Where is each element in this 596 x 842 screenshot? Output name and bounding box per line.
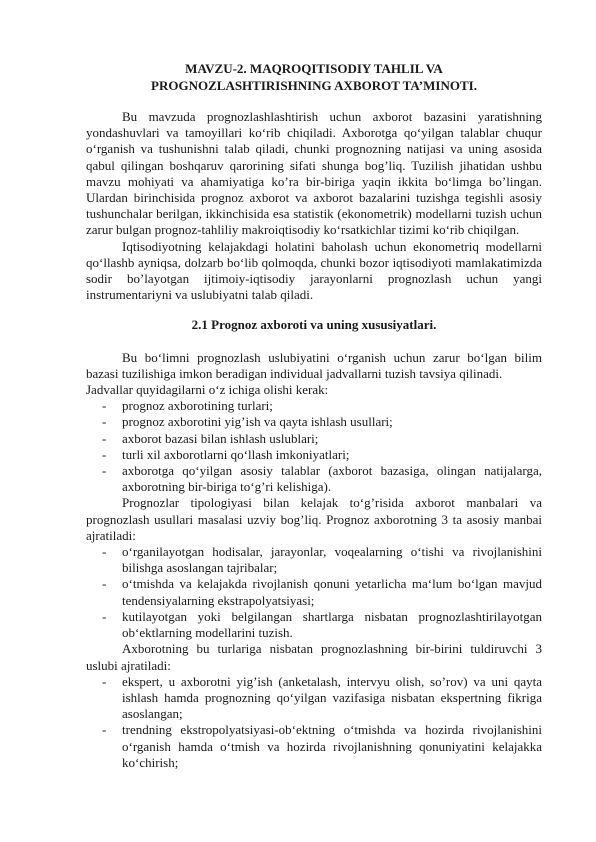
section-paragraph-2: Prognozlar tipologiyasi bilan kelajak to‘g’risida axborot manbalari va prognozlash usullari masalasi uzviy bog’liq. Prognoz axborotning 3 ta asosiy manbai ajratiladi: xyxy=(86,495,542,543)
title-line-1: MAVZU-2. MAQROQITISODIY TAHLIL VA xyxy=(185,61,443,76)
list-item: - o‘tmishda va kelajakda rivojlanish qonuni yetarlicha ma‘lum bo‘lgan mavjud tendensiyalarning ekstrapolyatsiyasi; xyxy=(102,576,542,608)
list-item: - ekspert, u axborotni yig’ish (anketalash, intervyu olish, so’rov) va uni qayta ishlash hamda prognozning qo‘yilgan vazifasiga nisbatan ekspertning fikriga asoslangan; xyxy=(102,673,542,722)
list-item: - trendning ekstropolyatsiyasi-ob‘ektning o‘tmishda va hozirda rivojlanishini o‘rganish hamda o‘tmish va hozirda rivojlanishning qonuniyatini kelajakka ko‘chirish; xyxy=(102,722,542,770)
list-table-contents xyxy=(86,398,542,495)
dash-bullet: - xyxy=(102,576,107,592)
intro-paragraph-2: Iqtisodiyotning kelajakdagi holatini baholash uchun ekonometriq modellarni qo‘llashb ayniqsa, dolzarb bo‘lib qolmoqda, chunki bozor iqtisodiyoti mamlakatimizda sodir bo’layotgan ijtimoiy-iqtisodiy jarayonlarni prognozlash uchun yangi instrumentariyni va uslubiyatni talab qiladi. xyxy=(86,238,542,303)
list-item: - o‘rganilayotgan hodisalar, jarayonlar, voqealarning o‘tishi va rivojlanishini bilishga asoslangan tajribalar; xyxy=(102,544,542,576)
list-forecast-methods xyxy=(86,674,542,771)
dash-bullet: - xyxy=(102,608,107,624)
list-item: - kutilayotgan yoki belgilangan shartlarga nisbatan prognozlashtirilayotgan ob‘ektlarning modellarini tuzish. xyxy=(102,608,542,641)
dash-bullet: - xyxy=(102,463,107,479)
dash-bullet: - xyxy=(102,544,107,560)
list-item: - axborot bazasi bilan ishlash uslublari; xyxy=(102,430,319,446)
section-paragraph-1: Bu bo‘limni prognozlash uslubiyatini o‘rganish uchun zarur bo‘lgan bilim bazasi tuzilishiga imkon beradigan individual jadvallarni tuzish tavsiya qilinadi. xyxy=(86,349,542,381)
dash-bullet: - xyxy=(102,673,107,689)
dash-bullet: - xyxy=(102,414,107,430)
dash-bullet: - xyxy=(102,446,107,462)
list-information-sources xyxy=(86,544,542,641)
dash-bullet: - xyxy=(102,398,107,414)
list-item: - turli xil axborotlarni qo‘llash imkoniyatlari; xyxy=(102,446,350,462)
dash-bullet: - xyxy=(102,430,107,446)
list-item: - prognoz axborotini yig’ish va qayta ishlash usullari; xyxy=(102,414,393,430)
dash-bullet: - xyxy=(102,722,107,738)
list-item: - prognoz axborotining turlari; xyxy=(102,398,273,414)
section-paragraph-3: Axborotning bu turlariga nisbatan prognozlashning bir-birini tuldiruvchi 3 uslubi ajratiladi: xyxy=(86,641,542,673)
section-heading: 2.1 Prognoz axboroti va uning xususiyatlari. xyxy=(191,317,437,333)
list-item: - axborotga qo‘yilgan asosiy talablar (axborot bazasiga, olingan natijalarga, axborotning bir-biriga to‘g’ri kelishiga). xyxy=(102,463,542,495)
page-title xyxy=(86,60,542,94)
intro-paragraph-1: Bu mavzuda prognozlashlashtirish uchun axborot bazasini yaratishning yondashuvlari va tamoyillari ko‘rib chiqiladi. Axborotga qo‘yilgan talablar chuqur o‘rganish va tushunishni talab qiladi, chunki prognozning natijasi va uning asosida qabul qilingan boshqaruv qarorining sifati shunga bog’liq. Tuzilish jihatidan ushbu mavzu mohiyati va ahamiyatiga ko’ra bir-biriga yaqin ikkita bo‘limga bo’lingan. Ulardan birinchisida prognoz axborot va axborot bazalarini tuzishga tegishli asosiy tushunchalar berilgan, ikkinchisida esa statistik (ekonometrik) modellarni tuzish uchun zarur bulgan prognoz-tahliliy makroiqtisodiy ko‘rsatkichlar tizimi ko‘rib chiqilgan. xyxy=(86,109,542,238)
section-paragraph-1b: Jadvallar quyidagilarni o‘z ichiga olishi kerak: xyxy=(86,382,329,398)
title-line-2: PROGNOZLASHTIRISHNING AXBOROT TA’MINOTI. xyxy=(151,78,477,93)
